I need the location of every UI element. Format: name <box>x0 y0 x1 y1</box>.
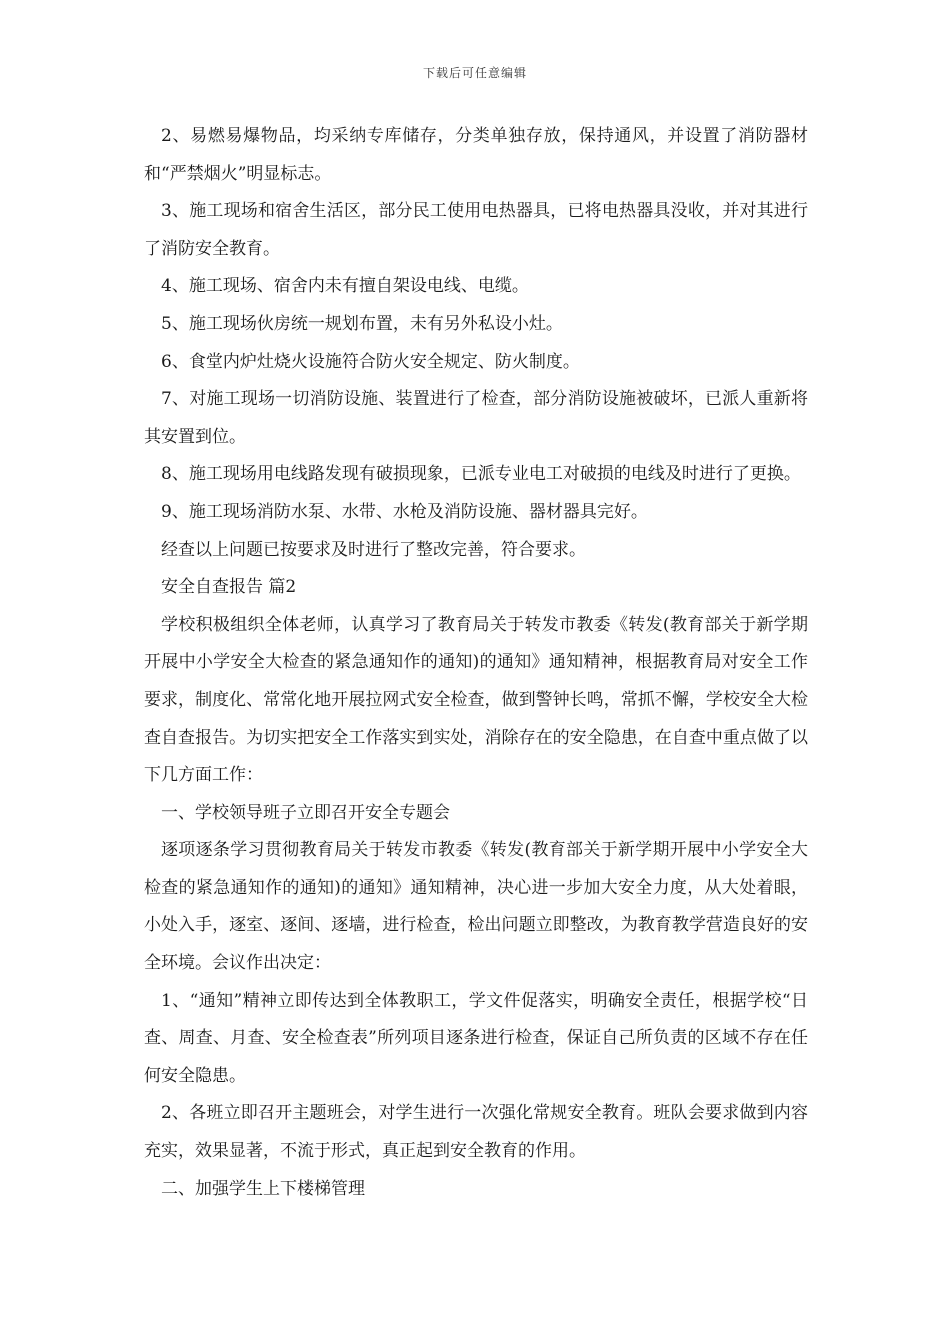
page-header: 下载后可任意编辑 <box>422 66 527 80</box>
paragraph-decision-1: 1、“通知”精神立即传达到全体教职工，学文件促落实，明确安全责任，根据学校“日查、周查、月查、安全检查表”所列项目逐条进行检查，保证自己所负责的区域不存在任何安全隐患。 <box>144 990 808 1086</box>
paragraph-item-3: 3、施工现场和宿舍生活区，部分民工使用电热器具，已将电热器具没收，并对其进行了消防安全教育。 <box>144 201 808 259</box>
paragraph-intro: 学校积极组织全体老师，认真学习了教育局关于转发市教委《转发(教育部关于新学期开展中小学安全大检查的紧急通知作的通知)的通知》通知精神，根据教育局对安全工作要求，制度化、常常化地开展拉网式安全检查，做到警钟长鸣，常抓不懈，学校安全大检查自查报告。为切实把安全工作落实到实处，消除存在的安全隐患，在自查中重点做了以下几方面工作： <box>144 614 808 786</box>
section-title-report-2: 安全自查报告 篇2 <box>161 577 297 598</box>
paragraph-item-4: 4、施工现场、宿舍内未有擅自架设电线、电缆。 <box>161 276 529 297</box>
paragraph-decision-2: 2、各班立即召开主题班会，对学生进行一次强化常规安全教育。班队会要求做到内容充实，效果显著，不流于形式，真正起到安全教育的作用。 <box>144 1103 808 1162</box>
paragraph-item-8: 8、施工现场用电线路发现有破损现象，已派专业电工对破损的电线及时进行了更换。 <box>161 464 801 485</box>
section-heading-2: 二、加强学生上下楼梯管理 <box>161 1178 365 1199</box>
paragraph-item-9: 9、施工现场消防水泵、水带、水枪及消防设施、器材器具完好。 <box>161 501 648 522</box>
paragraph-item-5: 5、施工现场伙房统一规划布置，未有另外私设小灶。 <box>161 313 563 334</box>
paragraph-item-6: 6、食堂内炉灶烧火设施符合防火安全规定、防火制度。 <box>161 351 580 372</box>
document-body <box>144 118 808 1208</box>
paragraph-item-7: 7、对施工现场一切消防设施、装置进行了检查，部分消防设施被破坏，已派人重新将其安置到位。 <box>144 389 808 447</box>
section-heading-1: 一、学校领导班子立即召开安全专题会 <box>161 802 450 823</box>
paragraph-item-2: 2、易燃易爆物品，均采纳专库储存，分类单独存放，保持通风，并设置了消防器材和“严禁烟火”明显标志。 <box>144 126 808 184</box>
paragraph-meeting: 逐项逐条学习贯彻教育局关于转发市教委《转发(教育部关于新学期开展中小学安全大检查的紧急通知作的通知)的通知》通知精神，决心进一步加大安全力度，从大处着眼，小处入手，逐室、逐间、逐墙，进行检查，检出问题立即整改，为教育教学营造良好的安全环境。会议作出决定： <box>144 840 808 974</box>
paragraph-conclusion: 经查以上问题已按要求及时进行了整改完善，符合要求。 <box>161 539 586 560</box>
